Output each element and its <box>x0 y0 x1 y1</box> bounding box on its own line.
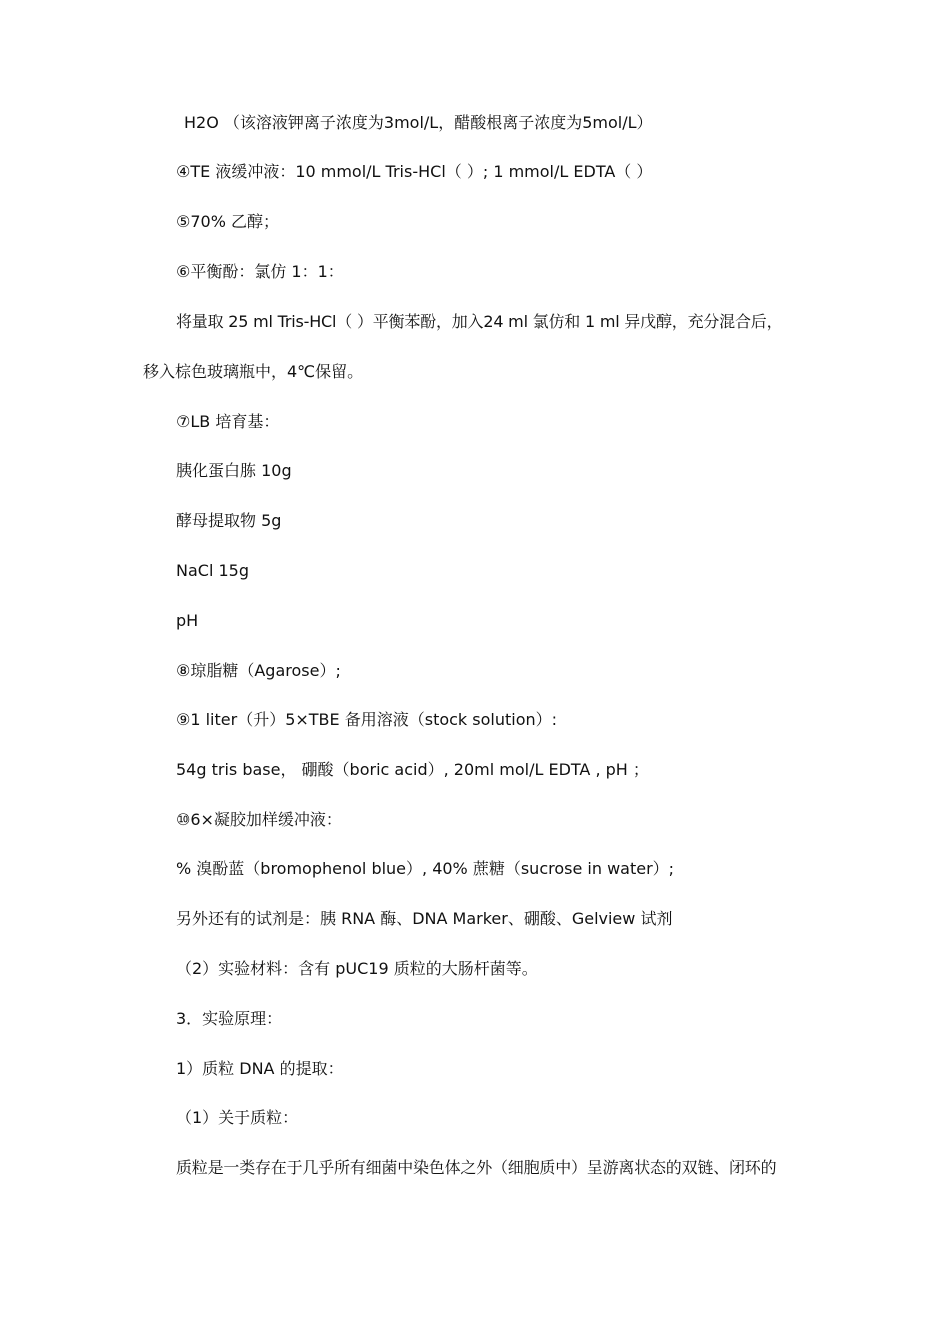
text-line-phenol-storage: 移入棕色玻璃瓶中，4℃保留。 <box>143 362 364 381</box>
text-line-h2o-note: H2O （该溶液钾离子浓度为3mol/L，醋酸根离子浓度为5mol/L） <box>184 113 653 132</box>
text-line-phenol-prep: 将量取 25 ml Tris-HCl（ ）平衡苯酚，加入24 ml 氯仿和 1 ml 异戊醇，充分混合后， <box>176 312 783 331</box>
text-line-plasmid-definition: 质粒是一类存在于几乎所有细菌中染色体之外（细胞质中）呈游离状态的双链、闭环的 <box>176 1158 777 1177</box>
section-heading-principle: 3．实验原理： <box>176 1009 283 1028</box>
text-line-te-buffer: ④TE 液缓冲液：10 mmol/L Tris-HCl（ ）; 1 mmol/L EDTA（ ） <box>176 162 653 181</box>
text-line-materials: （2）实验材料：含有 pUC19 质粒的大肠杆菌等。 <box>176 959 538 978</box>
text-line-ph: pH <box>176 611 199 630</box>
text-line-loading-recipe: % 溴酚蓝（bromophenol blue）, 40% 蔗糖（sucrose in water）; <box>176 859 675 878</box>
text-line-phenol-chloroform: ⑥平衡酚：氯仿 1：1： <box>176 262 344 281</box>
text-line-yeast-extract: 酵母提取物 5g <box>176 511 282 530</box>
text-line-other-reagents: 另外还有的试剂是：胰 RNA 酶、DNA Marker、硼酸、Gelview 试剂 <box>176 909 673 928</box>
subheading-plasmid-extraction: 1）质粒 DNA 的提取： <box>176 1059 344 1078</box>
text-line-agarose: ⑧琼脂糖（Agarose）; <box>176 661 341 680</box>
text-line-nacl: NaCl 15g <box>176 561 249 580</box>
text-line-ethanol: ⑤70% 乙醇； <box>176 212 279 231</box>
text-line-lb-medium: ⑦LB 培育基： <box>176 412 280 431</box>
text-line-tbe-stock: ⑨1 liter（升）5×TBE 备用溶液（stock solution）: <box>176 710 558 729</box>
subheading-about-plasmid: （1）关于质粒： <box>176 1108 299 1127</box>
text-line-tryptone: 胰化蛋白胨 10g <box>176 461 292 480</box>
text-line-tbe-recipe: 54g tris base， 硼酸（boric acid）, 20ml mol/L EDTA , pH ； <box>176 760 649 779</box>
text-line-loading-buffer: ⑩6×凝胶加样缓冲液： <box>176 810 342 829</box>
